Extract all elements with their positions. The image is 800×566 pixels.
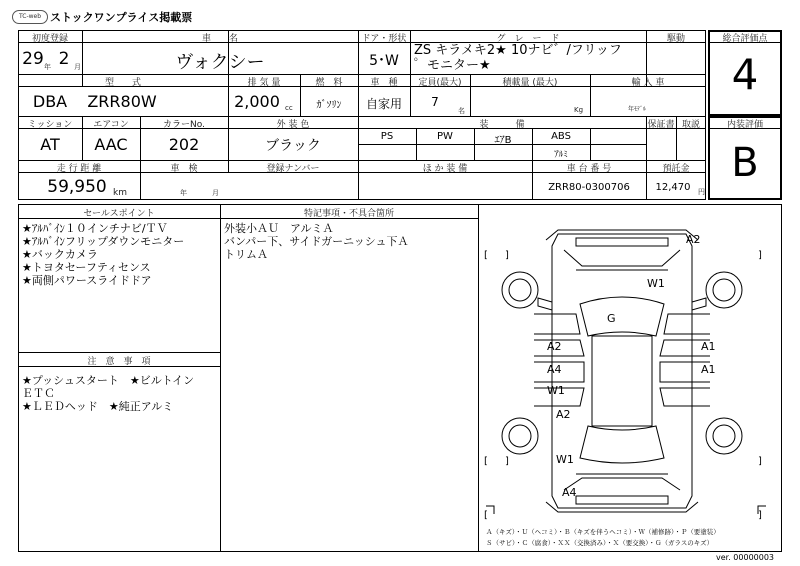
model-label: 型 式 [104,78,141,88]
list-item: ★ＬＥＤヘッド ★純正アルミ [22,400,174,413]
mission: AT [40,135,60,154]
logo: TC-web [12,10,48,24]
deposit: 12,470 [655,182,691,193]
warranty-label: 保証書 [647,120,675,130]
page-title: ストックワンプライス掲載票 [50,11,193,24]
svg-text:]: ] [758,250,762,261]
legend-line-2: Ｓ（サビ）・Ｃ（腐食）・ＸＸ（交換済み）・Ｘ（要交換）・Ｇ（ガラスのキズ） [486,539,714,547]
color-no: 202 [168,135,200,154]
version-label: ver. 00000003 [716,553,775,562]
import-label: 輸 入 車 [631,78,665,88]
legend-line-1: Ａ（キズ）・Ｕ（ヘコミ）・Ｂ（キズを伴うヘコミ）・Ｗ（補修跡）・Ｐ（要塗装） [486,528,720,536]
sales-points-label: セールスポイント [83,209,155,219]
grade-line-2: ゜モニター★ [414,58,491,73]
name-label: 車 名 [201,34,238,44]
list-item: 外装小ＡＵ アルミＡ [224,222,334,235]
damage-mark: A4 [547,363,562,376]
reg-year-unit: 年 [44,63,51,71]
aircon: AAC [94,135,128,154]
damage-mark: A2 [547,340,562,353]
inspect-label: 車 検 [170,164,198,174]
damage-mark: A4 [562,486,577,499]
color-label: 外 装 色 [276,120,310,130]
svg-text:[: [ [484,250,488,261]
cap-label: 定員(最大) [418,78,462,88]
notes-label: 注 意 事 項 [87,357,151,367]
color-no-label: カラーNo. [163,120,205,130]
list-item: トリムＡ [224,248,268,261]
total-score-label: 総合評価点 [722,34,768,44]
list-item: ★バックカメラ [22,248,98,261]
list-item: ★ｱﾙﾊﾞｲﾝフリップダウンモニター [22,235,185,248]
svg-text:]: ] [505,456,509,467]
deposit-label: 預託金 [662,164,690,174]
import-sub: 年ﾓﾃﾞﾙ [628,106,647,113]
damage-mark: W1 [647,277,665,290]
list-item: バンパー下、サイドガーニッシュ下Ａ [224,235,409,248]
list-item: ★トヨタセーフティセンス [22,261,151,274]
damage-mark: W1 [547,384,565,397]
mileage-label: 走 行 距 離 [56,164,102,174]
equip-ps: PS [380,131,394,142]
damage-mark: A1 [701,340,716,353]
inspect-month: 月 [212,189,219,197]
grade-label: グ レ ー ド [496,34,560,44]
damage-mark: W1 [556,453,574,466]
equip-abs: ABS [551,131,571,142]
chassis-number: ZRR80-0300706 [548,182,630,193]
disp-unit: cc [285,104,293,112]
svg-text:[: [ [484,510,488,521]
exterior-color: ブラック [265,138,321,154]
notes-list [22,374,194,413]
model-prefix: DBA [32,92,68,111]
reg-year: 29 [22,49,44,69]
disp-label: 排 気 量 [247,78,281,88]
list-item: ★プッシュスタート ★ビルトイン [22,374,195,387]
total-score: 4 [731,50,759,99]
fuel: ｶﾞｿﾘﾝ [316,100,342,111]
drive-label: 駆動 [666,34,685,44]
interior-score-label: 内装評価 [726,120,763,130]
damage-mark: A2 [556,408,571,421]
damage-mark: A1 [701,363,716,376]
cap-unit: 名 [458,107,465,115]
mission-label: ミッション [27,120,73,130]
fuel-label: 燃 料 [315,78,343,88]
load-unit: Kg [574,106,584,114]
door-type: 5･W [369,53,399,69]
grade-line-1: ZS キラメキ2★ 10ナビ゛/フリッフ [414,43,622,58]
svg-text:[: [ [484,456,488,467]
svg-text:]: ] [758,510,762,521]
damage-mark: A2 [686,233,701,246]
mileage: 59,950 [47,177,107,197]
vehicle-name: ヴォクシー [175,52,265,73]
car-damage-diagram [480,206,780,536]
use-type: 自家用 [365,97,402,111]
model-code: ZRR80W [87,92,157,111]
reg-month-unit: 月 [74,63,81,71]
inspect-year: 年 [180,189,187,197]
manual-label: 取説 [681,120,700,130]
reg-month: 2 [58,49,70,69]
reg-label: 初度登録 [31,34,68,44]
ac-label: エアコン [93,120,129,130]
list-item: ＥＴＣ [22,387,55,400]
use-label: 車 種 [370,78,398,88]
deposit-unit: 円 [698,188,705,196]
svg-text:]: ] [505,250,509,261]
other-equip-label: ほ か 装 備 [422,164,468,174]
damage-mark: G [607,312,616,325]
equip-alloy: ｱﾙﾐ [554,150,568,160]
equip-airbag: ｴｱB [494,135,512,146]
list-item: ★両側パワースライドドア [22,274,152,287]
svg-text:]: ] [758,456,762,467]
special-notes-list [224,222,408,261]
list-item: ★ｱﾙﾊﾞｲﾝ１０インチナビ/ＴＶ [22,222,168,235]
chassis-label: 車 台 番 号 [566,164,612,174]
door-label: ドア・形状 [361,34,407,44]
special-notes-label: 特記事項・不具合箇所 [303,209,394,219]
interior-score: B [731,140,759,186]
plate-label: 登録ナンバー [266,164,320,174]
capacity: 7 [431,95,439,109]
sales-points-list [22,222,184,287]
load-label: 積載量 (最大) [502,78,558,88]
displacement: 2,000 [234,92,280,111]
mileage-unit: km [113,188,127,198]
equip-label: 装 備 [479,120,525,130]
equip-pw: PW [437,131,453,142]
